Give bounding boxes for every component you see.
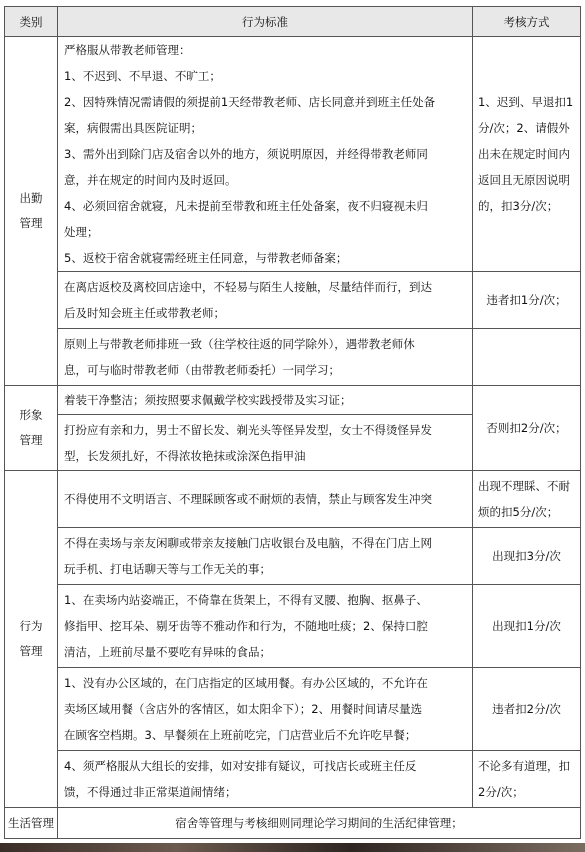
behavior-cell: 原则上与带教老师排班一致（往学校往返的同学除外），遇带教老师休 息，可与临时带教老师（由带教老师委托）一同学习； [58,329,473,386]
category-image: 形象 管理 [5,386,58,471]
behavior-cell: 4、须严格服从大组长的安排，如对安排有疑议，可找店长或班主任反 馈，不得通过非正常渠道闹情绪； [58,751,473,808]
table-row [5,808,581,839]
behavior-cell: 严格服从带教老师管理： 1、不迟到、不早退、不旷工； 2、因特殊情况需请假的须提前1天经带教老师、店长同意并到班主任处备 案，病假需出具医院证明； 3、需外出到除门店及宿舍以外的地方，须说明原因，并经得带教老师同 意，并在规定的时间内及时返回。 4、必须回宿舍就寝，凡未提前至带教和班主任处备案，夜不归寝视未归 处理； 5、返校于宿舍就寝需经班主任同意，与带教老师备案； [58,37,473,272]
table-row [5,386,581,415]
assessment-cell: 出现扣1分/次 [473,585,581,668]
table-row [5,668,581,751]
assessment-cell: 1、迟到、早退扣1 分/次；2、请假外 出未在规定时间内 返回且无原因说明 的，扣3分/次； [473,37,581,272]
category-life: 生活管理 [5,808,58,839]
assessment-cell: 不论多有道理，扣 2分/次； [473,751,581,808]
bottom-image-strip [0,843,585,852]
table-row [5,37,581,272]
rules-table [4,6,581,839]
table-row [5,751,581,808]
assessment-cell: 否则扣2分/次； [473,386,581,471]
behavior-cell: 不得使用不文明语言、不理睬顾客或不耐烦的表情，禁止与顾客发生冲突 [58,471,473,528]
assessment-cell: 违者扣1分/次； [473,272,581,329]
behavior-cell: 1、没有办公区域的，在门店指定的区域用餐。有办公区域的，不允许在 卖场区域用餐（含店外的客情区，如太阳伞下）；2、用餐时间请尽量选 在顾客空档期。3、早餐须在上班前吃完，门店营业后不允许吃早餐； [58,668,473,751]
category-attendance: 出勤 管理 [5,37,58,386]
table-row [5,585,581,668]
table-row [5,471,581,528]
table-row [5,272,581,329]
assessment-cell: 违者扣2分/次 [473,668,581,751]
header-behavior: 行为标准 [58,7,473,37]
assessment-cell [473,329,581,386]
assessment-cell: 出现不理睬、不耐 烦的扣5分/次； [473,471,581,528]
behavior-cell: 着装干净整洁；须按照要求佩戴学校实践授带及实习证； [58,386,473,415]
behavior-cell: 在离店返校及离校回店途中，不轻易与陌生人接触，尽量结伴而行，到达 后及时知会班主任或带教老师； [58,272,473,329]
behavior-cell: 1、在卖场内站姿端正，不倚靠在货架上，不得有叉腰、抱胸、抠鼻子、 修指甲、挖耳朵、剔牙齿等不雅动作和行为，不随地吐痰；2、保持口腔 清洁，上班前尽量不要吃有异味的食品； [58,585,473,668]
category-behavior: 行为 管理 [5,471,58,808]
life-rule-cell: 宿舍等管理与考核细则同理论学习期间的生活纪律管理； [58,808,581,839]
behavior-cell: 不得在卖场与亲友闲聊或带亲友接触门店收银台及电脑，不得在门店上网 玩手机、打电话聊天等与工作无关的事； [58,528,473,585]
header-category: 类别 [5,7,58,37]
header-row [5,7,581,37]
header-assessment: 考核方式 [473,7,581,37]
table-row [5,528,581,585]
behavior-cell: 打扮应有亲和力，男士不留长发、剃光头等怪异发型，女士不得烫怪异发 型，长发须扎好，不得浓妆艳抹或涂深色指甲油 [58,415,473,471]
assessment-cell: 出现扣3分/次 [473,528,581,585]
table-row [5,329,581,386]
